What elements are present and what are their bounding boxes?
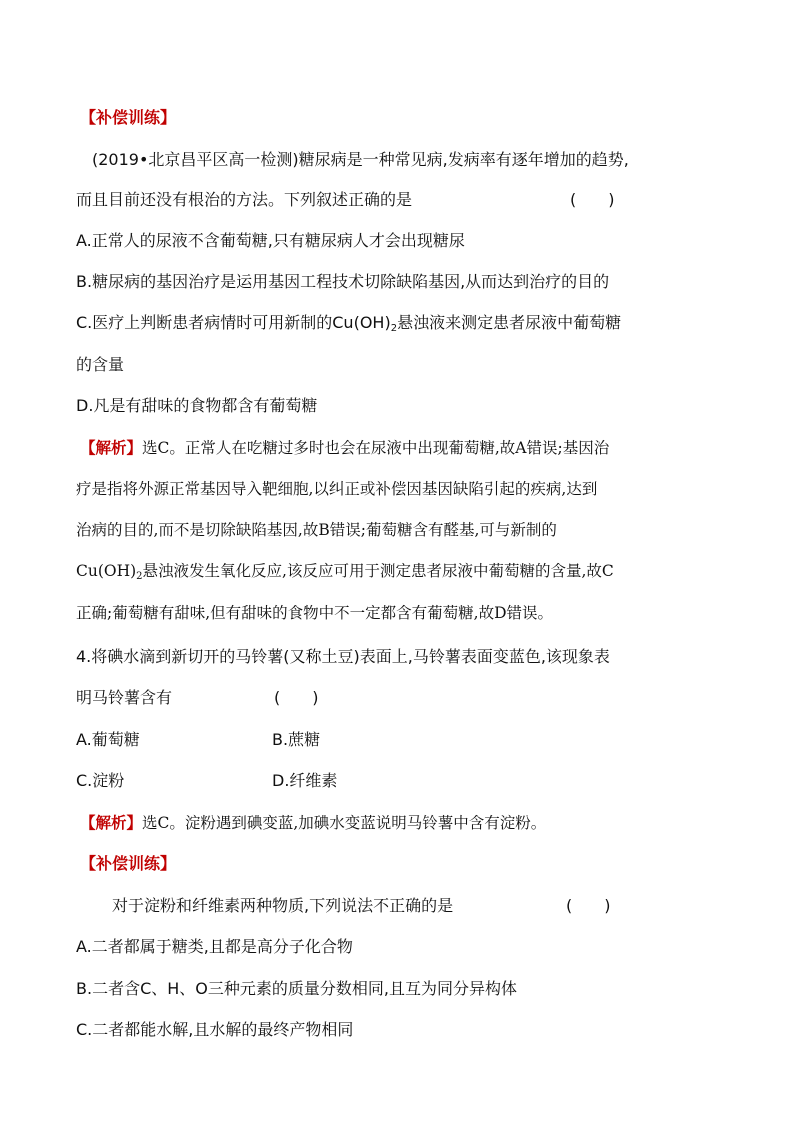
option-c-text: 悬浊液来测定患者尿液中葡萄糖 <box>397 313 622 332</box>
answer-blank: ( ) <box>274 688 319 707</box>
option-a: A.二者都属于糖类,且都是高分子化合物 <box>76 937 353 956</box>
question-4-text-part: 明马铃薯含有 <box>76 688 173 707</box>
option-c-text: C.医疗上判断患者病情时可用新制的Cu(OH) <box>76 313 391 332</box>
option-d: D.纤维素 <box>272 771 338 790</box>
option-c: C.二者都能水解,且水解的最终产物相同 <box>76 1020 354 1039</box>
analysis-tag: 【解析】 <box>80 438 143 457</box>
analysis-paragraph <box>80 813 546 833</box>
question-text-part: 对于淀粉和纤维素两种物质,下列说法不正确的是 <box>112 896 454 915</box>
question-text <box>76 190 615 210</box>
option-c-continued: 的含量 <box>76 355 125 374</box>
option-row <box>76 730 321 750</box>
analysis-text-part: 悬浊液发生氧化反应,该反应可用于测定患者尿液中葡萄糖的含量,故C <box>142 562 614 580</box>
option-d: D.凡是有甜味的食物都含有葡萄糖 <box>76 396 318 415</box>
option-a: A.葡萄糖 <box>76 730 140 749</box>
analysis-text-part: Cu(OH) <box>76 562 137 580</box>
supplement-tag: 【补偿训练】 <box>80 854 177 873</box>
answer-blank: ( ) <box>570 190 615 209</box>
analysis-paragraph <box>80 438 609 458</box>
analysis-tag: 【解析】 <box>80 813 143 832</box>
question-text <box>112 896 611 916</box>
option-b: B.糖尿病的基因治疗是运用基因工程技术切除缺陷基因,从而达到治疗的目的 <box>76 272 610 291</box>
option-b: B.蔗糖 <box>272 730 321 749</box>
option-a: A.正常人的尿液不含葡萄糖,只有糖尿病人才会出现糖尿 <box>76 231 465 250</box>
option-c <box>76 313 621 333</box>
analysis-text: 选C。正常人在吃糖过多时也会在尿液中出现葡萄糖,故A错误;基因治 <box>142 439 610 457</box>
supplement-tag: 【补偿训练】 <box>80 108 177 127</box>
option-row <box>76 771 338 791</box>
answer-blank: ( ) <box>566 896 611 915</box>
question-4-text: 4.将碘水滴到新切开的马铃薯(又称土豆)表面上,马铃薯表面变蓝色,该现象表 <box>76 647 610 666</box>
subscript: 2 <box>136 571 143 582</box>
subscript: 2 <box>390 323 398 334</box>
analysis-text: 疗是指将外源正常基因导入靶细胞,以纠正或补偿因基因缺陷引起的疾病,达到 <box>76 480 598 498</box>
analysis-text: 正确;葡萄糖有甜味,但有甜味的食物中不一定都含有葡萄糖,故D错误。 <box>76 604 554 622</box>
question-text: (2019•北京昌平区高一检测)糖尿病是一种常见病,发病率有逐年增加的趋势, <box>92 150 629 169</box>
question-text-part: 而且目前还没有根治的方法。下列叙述正确的是 <box>76 190 413 209</box>
option-b: B.二者含C、H、O三种元素的质量分数相同,且互为同分异构体 <box>76 979 517 998</box>
question-4-text <box>76 688 319 708</box>
analysis-text: 治病的目的,而不是切除缺陷基因,故B错误;葡萄糖含有醛基,可与新制的 <box>76 521 557 539</box>
analysis-text: 选C。淀粉遇到碘变蓝,加碘水变蓝说明马铃薯中含有淀粉。 <box>142 814 547 832</box>
option-c: C.淀粉 <box>76 771 125 790</box>
analysis-text <box>76 561 614 581</box>
